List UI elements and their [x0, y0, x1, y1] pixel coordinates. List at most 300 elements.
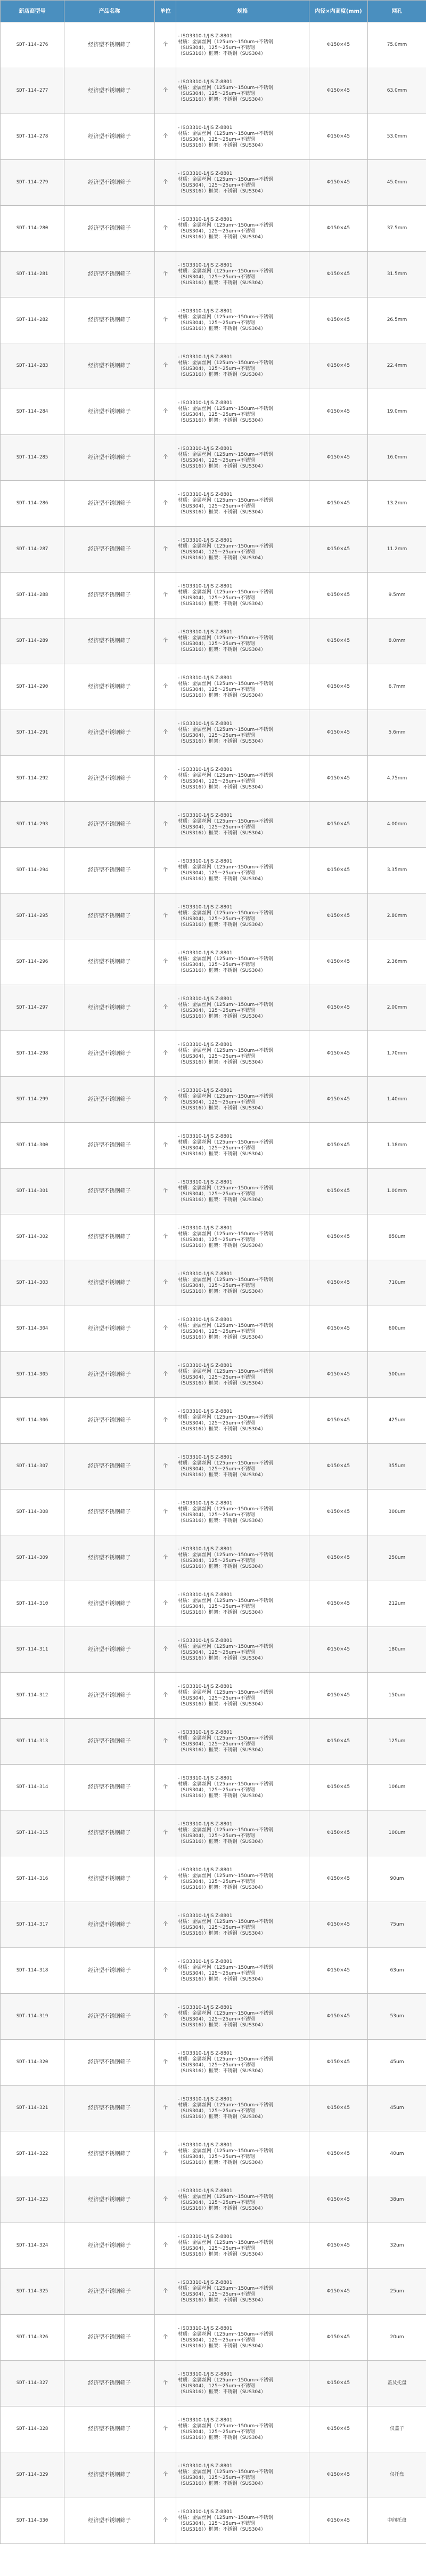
cell-spec [176, 2315, 309, 2361]
cell-unit: 个 [155, 1902, 176, 1948]
cell-code: SDT-114-281 [1, 252, 64, 297]
table-row [1, 2131, 426, 2177]
cell-mesh: 53.0mm [368, 114, 426, 160]
table-row [1, 1535, 426, 1581]
cell-dim: Φ150×45 [309, 343, 368, 389]
table-row [1, 1856, 426, 1902]
spec-line: - ISO3310-1/JIS Z-8801 [178, 1317, 233, 1323]
cell-spec [176, 939, 309, 985]
spec-line: （SUS316））框架：不锈钢（SUS304） [178, 2526, 266, 2532]
spec-line: - ISO3310-1/JIS Z-8801 [178, 1363, 233, 1368]
table-row [1, 1306, 426, 1352]
cell-spec [176, 1169, 309, 1214]
cell-unit: 个 [155, 114, 176, 160]
spec-line: - ISO3310-1/JIS Z-8801 [178, 171, 233, 176]
spec-line: 材质：金属丝网（125um～150um→不锈钢 [178, 1002, 273, 1008]
spec-line: 材质：金属丝网（125um～150um→不锈钢 [178, 2515, 273, 2521]
table-row [1, 435, 426, 481]
spec-line: 材质：金属丝网（125um～150um→不锈钢 [178, 1506, 273, 1512]
spec-line: （SUS316））框架：不锈钢（SUS304） [178, 1885, 266, 1890]
cell-unit: 个 [155, 664, 176, 710]
spec-line: - ISO3310-1/JIS Z-8801 [178, 904, 233, 910]
spec-line: 材质：金属丝网（125um～150um→不锈钢 [178, 2148, 273, 2154]
spec-line: - ISO3310-1/JIS Z-8801 [178, 2096, 233, 2102]
spec-line: （SUS316））框架：不锈钢（SUS304） [178, 1930, 266, 1936]
spec-line: （SUS316））框架：不锈钢（SUS304） [178, 2481, 266, 2486]
spec-line: （SUS304），125～25um→不锈钢 [178, 1329, 255, 1334]
cell-dim: Φ150×45 [309, 1031, 368, 1077]
spec-line: （SUS316））框架：不锈钢（SUS304） [178, 280, 266, 286]
cell-name: 经济型不锈钢筛子 [64, 206, 155, 252]
spec-line: （SUS316））框架：不锈钢（SUS304） [178, 1426, 266, 1432]
cell-name: 经济型不锈钢筛子 [64, 435, 155, 481]
cell-mesh: 1.70mm [368, 1031, 426, 1077]
cell-code: SDT-114-283 [1, 343, 64, 389]
cell-code: SDT-114-293 [1, 802, 64, 848]
spec-line: （SUS316））框架：不锈钢（SUS304） [178, 96, 266, 102]
cell-spec [176, 1810, 309, 1856]
cell-unit: 个 [155, 252, 176, 297]
cell-dim: Φ150×45 [309, 1673, 368, 1719]
cell-unit: 个 [155, 2040, 176, 2086]
cell-mesh: 1.40mm [368, 1077, 426, 1123]
spec-line: （SUS316））框架：不锈钢（SUS304） [178, 1655, 266, 1661]
cell-spec [176, 664, 309, 710]
cell-name: 经济型不锈钢筛子 [64, 1123, 155, 1169]
cell-dim: Φ150×45 [309, 2315, 368, 2361]
spec-line: 材质：金属丝网（125um～150um→不锈钢 [178, 1644, 273, 1649]
table-row [1, 1673, 426, 1719]
spec-line: （SUS304），125～25um→不锈钢 [178, 1787, 255, 1793]
spec-line: 材质：金属丝网（125um～150um→不锈钢 [178, 2194, 273, 2200]
spec-line: - ISO3310-1/JIS Z-8801 [178, 2280, 233, 2285]
header-unit: 单位 [155, 1, 176, 22]
spec-line: 材质：金属丝网（125um～150um→不锈钢 [178, 268, 273, 274]
spec-line: 材质：金属丝网（125um～150um→不锈钢 [178, 772, 273, 778]
cell-mesh: 6.7mm [368, 664, 426, 710]
cell-name: 经济型不锈钢筛子 [64, 2315, 155, 2361]
spec-line: （SUS304），125～25um→不锈钢 [178, 1145, 255, 1151]
cell-spec [176, 2361, 309, 2406]
cell-mesh: 500um [368, 1352, 426, 1398]
cell-dim: Φ150×45 [309, 2223, 368, 2269]
spec-line: 材质：金属丝网（125um～150um→不锈钢 [178, 39, 273, 45]
table-row [1, 206, 426, 252]
spec-line: （SUS316））框架：不锈钢（SUS304） [178, 2343, 266, 2349]
cell-dim: Φ150×45 [309, 802, 368, 848]
cell-spec [176, 1673, 309, 1719]
spec-line: （SUS304），125～25um→不锈钢 [178, 1695, 255, 1701]
cell-dim: Φ150×45 [309, 2040, 368, 2086]
spec-line: （SUS316））框架：不锈钢（SUS304） [178, 2297, 266, 2303]
cell-mesh: 150um [368, 1673, 426, 1719]
spec-line: （SUS316））框架：不锈钢（SUS304） [178, 1289, 266, 1294]
cell-dim: Φ150×45 [309, 1856, 368, 1902]
cell-code: SDT-114-288 [1, 573, 64, 618]
cell-code: SDT-114-324 [1, 2223, 64, 2269]
spec-line: - ISO3310-1/JIS Z-8801 [178, 2417, 233, 2423]
cell-spec [176, 2086, 309, 2131]
cell-spec [176, 1719, 309, 1765]
cell-name: 经济型不锈钢筛子 [64, 756, 155, 802]
spec-line: - ISO3310-1/JIS Z-8801 [178, 446, 233, 452]
cell-mesh: 11.2mm [368, 527, 426, 573]
cell-dim: Φ150×45 [309, 1765, 368, 1810]
cell-code: SDT-114-319 [1, 1994, 64, 2040]
spec-line: 材质：金属丝网（125um～150um→不锈钢 [178, 497, 273, 503]
cell-name: 经济型不锈钢筛子 [64, 114, 155, 160]
cell-dim: Φ150×45 [309, 527, 368, 573]
cell-spec [176, 481, 309, 527]
cell-spec [176, 985, 309, 1031]
cell-mesh: 32um [368, 2223, 426, 2269]
spec-line: （SUS304），125～25um→不锈钢 [178, 1053, 255, 1059]
cell-name: 经济型不锈钢筛子 [64, 1306, 155, 1352]
table-row [1, 2452, 426, 2498]
cell-code: SDT-114-305 [1, 1352, 64, 1398]
cell-dim: Φ150×45 [309, 618, 368, 664]
cell-mesh: 300um [368, 1490, 426, 1535]
cell-name: 经济型不锈钢筛子 [64, 1169, 155, 1214]
cell-name: 经济型不锈钢筛子 [64, 160, 155, 206]
spec-line: - ISO3310-1/JIS Z-8801 [178, 33, 233, 39]
spec-line: - ISO3310-1/JIS Z-8801 [178, 1271, 233, 1277]
spec-line: - ISO3310-1/JIS Z-8801 [178, 2463, 233, 2469]
cell-name: 经济型不锈钢筛子 [64, 2223, 155, 2269]
table-row [1, 1490, 426, 1535]
cell-mesh: 20um [368, 2315, 426, 2361]
spec-line: （SUS316））框架：不锈钢（SUS304） [178, 417, 266, 423]
cell-dim: Φ150×45 [309, 848, 368, 893]
cell-unit: 个 [155, 2315, 176, 2361]
spec-line: （SUS316））框架：不锈钢（SUS304） [178, 1518, 266, 1524]
spec-line: - ISO3310-1/JIS Z-8801 [178, 950, 233, 956]
cell-code: SDT-114-300 [1, 1123, 64, 1169]
cell-code: SDT-114-278 [1, 114, 64, 160]
table-row [1, 1398, 426, 1444]
cell-dim: Φ150×45 [309, 1994, 368, 2040]
cell-code: SDT-114-311 [1, 1627, 64, 1673]
cell-mesh: 16.0mm [368, 435, 426, 481]
cell-name: 经济型不锈钢筛子 [64, 1765, 155, 1810]
spec-line: - ISO3310-1/JIS Z-8801 [178, 1088, 233, 1093]
spec-line: （SUS316））框架：不锈钢（SUS304） [178, 2435, 266, 2441]
cell-unit: 个 [155, 1123, 176, 1169]
spec-line: - ISO3310-1/JIS Z-8801 [178, 125, 233, 131]
cell-name: 经济型不锈钢筛子 [64, 710, 155, 756]
spec-line: - ISO3310-1/JIS Z-8801 [178, 996, 233, 1002]
spec-line: （SUS316））框架：不锈钢（SUS304） [178, 1380, 266, 1386]
cell-unit: 个 [155, 1627, 176, 1673]
spec-line: - ISO3310-1/JIS Z-8801 [178, 1592, 233, 1598]
spec-line: （SUS304），125～25um→不锈钢 [178, 778, 255, 784]
cell-name: 经济型不锈钢筛子 [64, 1673, 155, 1719]
spec-line: （SUS316））框架：不锈钢（SUS304） [178, 555, 266, 561]
spec-line: 材质：金属丝网（125um～150um→不锈钢 [178, 1965, 273, 1970]
cell-dim: Φ150×45 [309, 2269, 368, 2315]
table-row [1, 481, 426, 527]
cell-name: 经济型不锈钢筛子 [64, 1077, 155, 1123]
table-row [1, 1902, 426, 1948]
cell-unit: 个 [155, 848, 176, 893]
cell-mesh: 19.0mm [368, 389, 426, 435]
cell-unit: 个 [155, 435, 176, 481]
cell-code: SDT-114-289 [1, 618, 64, 664]
table-row [1, 297, 426, 343]
spec-line: （SUS316））框架：不锈钢（SUS304） [178, 1243, 266, 1249]
spec-line: - ISO3310-1/JIS Z-8801 [178, 1867, 233, 1873]
spec-line: - ISO3310-1/JIS Z-8801 [178, 767, 233, 772]
cell-spec [176, 710, 309, 756]
cell-mesh: 22.4mm [368, 343, 426, 389]
cell-spec [176, 1398, 309, 1444]
cell-unit: 个 [155, 527, 176, 573]
cell-unit: 个 [155, 618, 176, 664]
cell-mesh: 31.5mm [368, 252, 426, 297]
cell-spec [176, 2040, 309, 2086]
cell-dim: Φ150×45 [309, 1719, 368, 1765]
cell-unit: 个 [155, 1810, 176, 1856]
table-row [1, 389, 426, 435]
table-row [1, 848, 426, 893]
cell-mesh: 425um [368, 1398, 426, 1444]
cell-dim: Φ150×45 [309, 1902, 368, 1948]
cell-mesh: 2.80mm [368, 893, 426, 939]
cell-mesh: 100um [368, 1810, 426, 1856]
spec-line: （SUS316））框架：不锈钢（SUS304） [178, 1197, 266, 1203]
cell-dim: Φ150×45 [309, 1214, 368, 1260]
cell-name: 经济型不锈钢筛子 [64, 1214, 155, 1260]
cell-unit: 个 [155, 206, 176, 252]
cell-code: SDT-114-282 [1, 297, 64, 343]
cell-unit: 个 [155, 1260, 176, 1306]
cell-dim: Φ150×45 [309, 2177, 368, 2223]
spec-line: （SUS304），125～25um→不锈钢 [178, 2429, 255, 2435]
table-row [1, 343, 426, 389]
spec-line: （SUS304），125～25um→不锈钢 [178, 962, 255, 968]
spec-line: （SUS304），125～25um→不锈钢 [178, 457, 255, 463]
table-row [1, 1214, 426, 1260]
spec-line: - ISO3310-1/JIS Z-8801 [178, 537, 233, 543]
cell-spec [176, 1352, 309, 1398]
spec-line: - ISO3310-1/JIS Z-8801 [178, 79, 233, 85]
cell-unit: 个 [155, 343, 176, 389]
cell-unit: 个 [155, 1765, 176, 1810]
cell-name: 经济型不锈钢筛子 [64, 664, 155, 710]
cell-spec [176, 893, 309, 939]
spec-line: - ISO3310-1/JIS Z-8801 [178, 1546, 233, 1552]
cell-name: 经济型不锈钢筛子 [64, 2177, 155, 2223]
spec-line: （SUS316））框架：不锈钢（SUS304） [178, 2114, 266, 2120]
cell-spec [176, 527, 309, 573]
spec-line: （SUS304），125～25um→不锈钢 [178, 2521, 255, 2526]
spec-line: （SUS316））框架：不锈钢（SUS304） [178, 1105, 266, 1111]
table-row [1, 1719, 426, 1765]
table-row [1, 1627, 426, 1673]
spec-line: - ISO3310-1/JIS Z-8801 [178, 308, 233, 314]
table-row [1, 756, 426, 802]
spec-line: 材质：金属丝网（125um～150um→不锈钢 [178, 681, 273, 687]
cell-mesh: 2.36mm [368, 939, 426, 985]
spec-line: 材质：金属丝网（125um～150um→不锈钢 [178, 131, 273, 136]
cell-name: 经济型不锈钢筛子 [64, 2361, 155, 2406]
cell-spec [176, 2452, 309, 2498]
table-row [1, 2223, 426, 2269]
cell-mesh: 75.0mm [368, 22, 426, 68]
cell-mesh: 75um [368, 1902, 426, 1948]
spec-line: （SUS316））框架：不锈钢（SUS304） [178, 326, 266, 332]
cell-mesh: 53um [368, 1994, 426, 2040]
cell-dim: Φ150×45 [309, 68, 368, 114]
spec-line: 材质：金属丝网（125um～150um→不锈钢 [178, 2056, 273, 2062]
cell-spec [176, 756, 309, 802]
cell-code: SDT-114-323 [1, 2177, 64, 2223]
cell-dim: Φ150×45 [309, 1306, 368, 1352]
cell-name: 经济型不锈钢筛子 [64, 22, 155, 68]
header-spec: 规格 [176, 1, 309, 22]
spec-line: （SUS304），125～25um→不锈钢 [178, 549, 255, 555]
cell-dim: Φ150×45 [309, 206, 368, 252]
cell-mesh: 13.2mm [368, 481, 426, 527]
spec-line: （SUS304），125～25um→不锈钢 [178, 1833, 255, 1839]
cell-spec [176, 389, 309, 435]
spec-line: - ISO3310-1/JIS Z-8801 [178, 400, 233, 406]
cell-unit: 个 [155, 1398, 176, 1444]
spec-line: （SUS316））框架：不锈钢（SUS304） [178, 1747, 266, 1753]
cell-mesh: 25um [368, 2269, 426, 2315]
spec-line: （SUS316））框架：不锈钢（SUS304） [178, 2205, 266, 2211]
cell-code: SDT-114-292 [1, 756, 64, 802]
cell-unit: 个 [155, 1581, 176, 1627]
cell-unit: 个 [155, 2498, 176, 2544]
cell-name: 经济型不锈钢筛子 [64, 1398, 155, 1444]
spec-line: （SUS304），125～25um→不锈钢 [178, 1741, 255, 1747]
cell-dim: Φ150×45 [309, 481, 368, 527]
spec-line: （SUS304），125～25um→不锈钢 [178, 1879, 255, 1885]
spec-line: 材质：金属丝网（125um～150um→不锈钢 [178, 864, 273, 870]
cell-name: 经济型不锈钢筛子 [64, 1994, 155, 2040]
spec-line: - ISO3310-1/JIS Z-8801 [178, 2188, 233, 2194]
spec-line: 材质：金属丝网（125um～150um→不锈钢 [178, 543, 273, 549]
cell-spec [176, 848, 309, 893]
spec-line: （SUS316））框架：不锈钢（SUS304） [178, 1151, 266, 1157]
cell-code: SDT-114-279 [1, 160, 64, 206]
cell-mesh: 8.0mm [368, 618, 426, 664]
cell-dim: Φ150×45 [309, 893, 368, 939]
spec-line: （SUS304），125～25um→不锈钢 [178, 2475, 255, 2481]
cell-dim: Φ150×45 [309, 1398, 368, 1444]
cell-name: 经济型不锈钢筛子 [64, 848, 155, 893]
cell-spec [176, 206, 309, 252]
cell-dim: Φ150×45 [309, 1352, 368, 1398]
spec-line: （SUS316））框架：不锈钢（SUS304） [178, 601, 266, 607]
header-name: 产品名称 [64, 1, 155, 22]
spec-line: - ISO3310-1/JIS Z-8801 [178, 2234, 233, 2240]
cell-spec [176, 1948, 309, 1994]
cell-spec [176, 68, 309, 114]
cell-mesh: 盖及托盘 [368, 2361, 426, 2406]
cell-name: 经济型不锈钢筛子 [64, 893, 155, 939]
table-row [1, 1077, 426, 1123]
cell-mesh: 9.5mm [368, 573, 426, 618]
spec-line: （SUS316））框架：不锈钢（SUS304） [178, 1059, 266, 1065]
table-row [1, 2040, 426, 2086]
spec-line: - ISO3310-1/JIS Z-8801 [178, 216, 233, 222]
cell-dim: Φ150×45 [309, 1627, 368, 1673]
cell-dim: Φ150×45 [309, 2406, 368, 2452]
spec-line: 材质：金属丝网（125um～150um→不锈钢 [178, 1093, 273, 1099]
cell-spec [176, 802, 309, 848]
table-row [1, 2406, 426, 2452]
spec-line: （SUS316））框架：不锈钢（SUS304） [178, 922, 266, 928]
cell-spec [176, 1214, 309, 1260]
header-dim: 内径×内高度(mm) [309, 1, 368, 22]
table-row [1, 1352, 426, 1398]
cell-mesh: 2.00mm [368, 985, 426, 1031]
cell-code: SDT-114-298 [1, 1031, 64, 1077]
spec-line: （SUS316））框架：不锈钢（SUS304） [178, 1839, 266, 1845]
cell-spec [176, 1031, 309, 1077]
spec-line: （SUS304），125～25um→不锈钢 [178, 916, 255, 922]
cell-dim: Φ150×45 [309, 1948, 368, 1994]
spec-line: （SUS316））框架：不锈钢（SUS304） [178, 1976, 266, 1982]
cell-name: 经济型不锈钢筛子 [64, 1352, 155, 1398]
cell-spec [176, 2131, 309, 2177]
spec-line: （SUS304），125～25um→不锈钢 [178, 182, 255, 188]
cell-dim: Φ150×45 [309, 389, 368, 435]
spec-line: - ISO3310-1/JIS Z-8801 [178, 2005, 233, 2010]
table-row [1, 939, 426, 985]
spec-line: （SUS304），125～25um→不锈钢 [178, 136, 255, 142]
spec-line: 材质：金属丝网（125um～150um→不锈钢 [178, 956, 273, 962]
cell-code: SDT-114-299 [1, 1077, 64, 1123]
spec-line: （SUS316））框架：不锈钢（SUS304） [178, 1564, 266, 1569]
spec-line: 材质：金属丝网（125um～150um→不锈钢 [178, 452, 273, 457]
spec-line: （SUS304），125～25um→不锈钢 [178, 412, 255, 417]
spec-line: - ISO3310-1/JIS Z-8801 [178, 2050, 233, 2056]
table-row [1, 160, 426, 206]
spec-line: （SUS304），125～25um→不锈钢 [178, 1420, 255, 1426]
header-mesh: 网孔 [368, 1, 426, 22]
table-row [1, 1031, 426, 1077]
cell-dim: Φ150×45 [309, 252, 368, 297]
spec-line: 材质：金属丝网（125um～150um→不锈钢 [178, 2331, 273, 2337]
spec-line: （SUS304），125～25um→不锈钢 [178, 2016, 255, 2022]
spec-line: 材质：金属丝网（125um～150um→不锈钢 [178, 910, 273, 916]
spec-line: （SUS304），125～25um→不锈钢 [178, 1970, 255, 1976]
cell-mesh: 45um [368, 2040, 426, 2086]
spec-line: 材质：金属丝网（125um～150um→不锈钢 [178, 1048, 273, 1053]
spec-line: 材质：金属丝网（125um～150um→不锈钢 [178, 176, 273, 182]
cell-unit: 个 [155, 297, 176, 343]
cell-unit: 个 [155, 939, 176, 985]
spec-line: - ISO3310-1/JIS Z-8801 [178, 812, 233, 818]
spec-line: （SUS316））框架：不锈钢（SUS304） [178, 647, 266, 653]
cell-spec [176, 2269, 309, 2315]
cell-name: 经济型不锈钢筛子 [64, 1490, 155, 1535]
cell-mesh: 600um [368, 1306, 426, 1352]
spec-line: 材质：金属丝网（125um～150um→不锈钢 [178, 2010, 273, 2016]
cell-unit: 个 [155, 1214, 176, 1260]
spec-line: 材质：金属丝网（125um～150um→不锈钢 [178, 2240, 273, 2245]
cell-code: SDT-114-310 [1, 1581, 64, 1627]
spec-line: 材质：金属丝网（125um～150um→不锈钢 [178, 1414, 273, 1420]
spec-line: （SUS304），125～25um→不锈钢 [178, 2245, 255, 2251]
spec-line: （SUS304），125～25um→不锈钢 [178, 1374, 255, 1380]
table-row [1, 1994, 426, 2040]
cell-code: SDT-114-284 [1, 389, 64, 435]
spec-line: （SUS316））框架：不锈钢（SUS304） [178, 2022, 266, 2028]
